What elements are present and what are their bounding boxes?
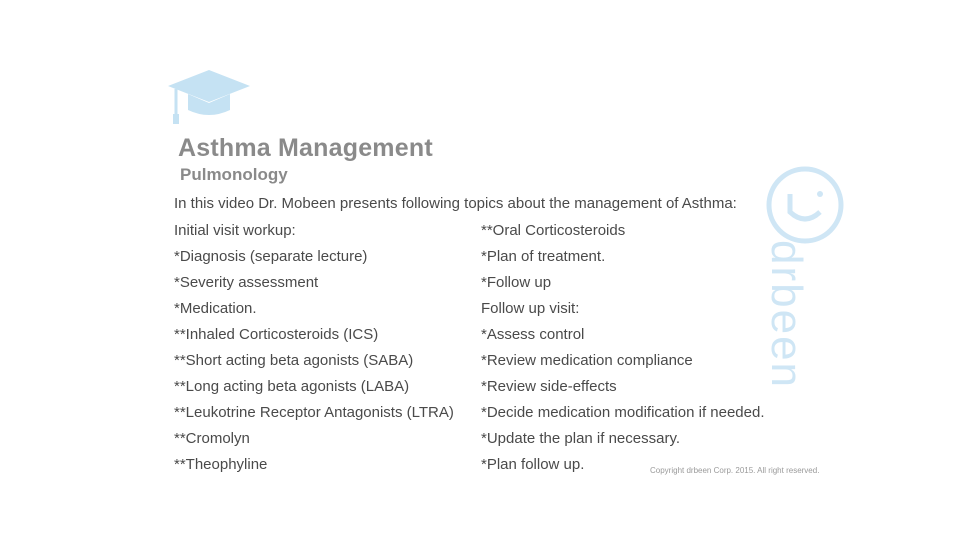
- list-item: *Review medication compliance: [481, 352, 693, 369]
- list-item: *Update the plan if necessary.: [481, 430, 681, 447]
- list-item: **Short acting beta agonists (SABA): [174, 352, 414, 369]
- page-title: Asthma Management: [178, 134, 433, 162]
- list-item: *Assess control: [481, 326, 585, 343]
- page-subtitle: Pulmonology: [180, 165, 288, 184]
- list-item: *Diagnosis (separate lecture): [174, 248, 368, 265]
- list-item: **Cromolyn: [174, 430, 250, 447]
- topics-right-column: [481, 221, 765, 481]
- copyright-notice: Copyright drbeen Corp. 2015. All right reserved.: [650, 466, 820, 475]
- list-item: *Follow up: [481, 274, 552, 291]
- list-item: **Leukotrine Receptor Antagonists (LTRA): [174, 404, 454, 421]
- list-item: *Plan of treatment.: [481, 248, 606, 265]
- list-item: **Theophyline: [174, 456, 268, 473]
- list-item: *Severity assessment: [174, 274, 319, 291]
- intro-text: In this video Dr. Mobeen presents following topics about the management of Asthma:: [174, 195, 737, 212]
- list-item: *Decide medication modification if needed.: [481, 404, 765, 421]
- list-item: *Plan follow up.: [481, 456, 585, 473]
- list-item: *Review side-effects: [481, 378, 617, 395]
- drbeen-logo-text: drbeen: [762, 240, 811, 390]
- list-item: **Oral Corticosteroids: [481, 222, 626, 239]
- graduation-cap-icon: [166, 66, 252, 128]
- list-item: Follow up visit:: [481, 300, 580, 317]
- list-item: **Long acting beta agonists (LABA): [174, 378, 410, 395]
- topics-left-column: [174, 221, 454, 481]
- list-item: Initial visit workup:: [174, 222, 296, 239]
- list-item: *Medication.: [174, 300, 257, 317]
- list-item: **Inhaled Corticosteroids (ICS): [174, 326, 379, 343]
